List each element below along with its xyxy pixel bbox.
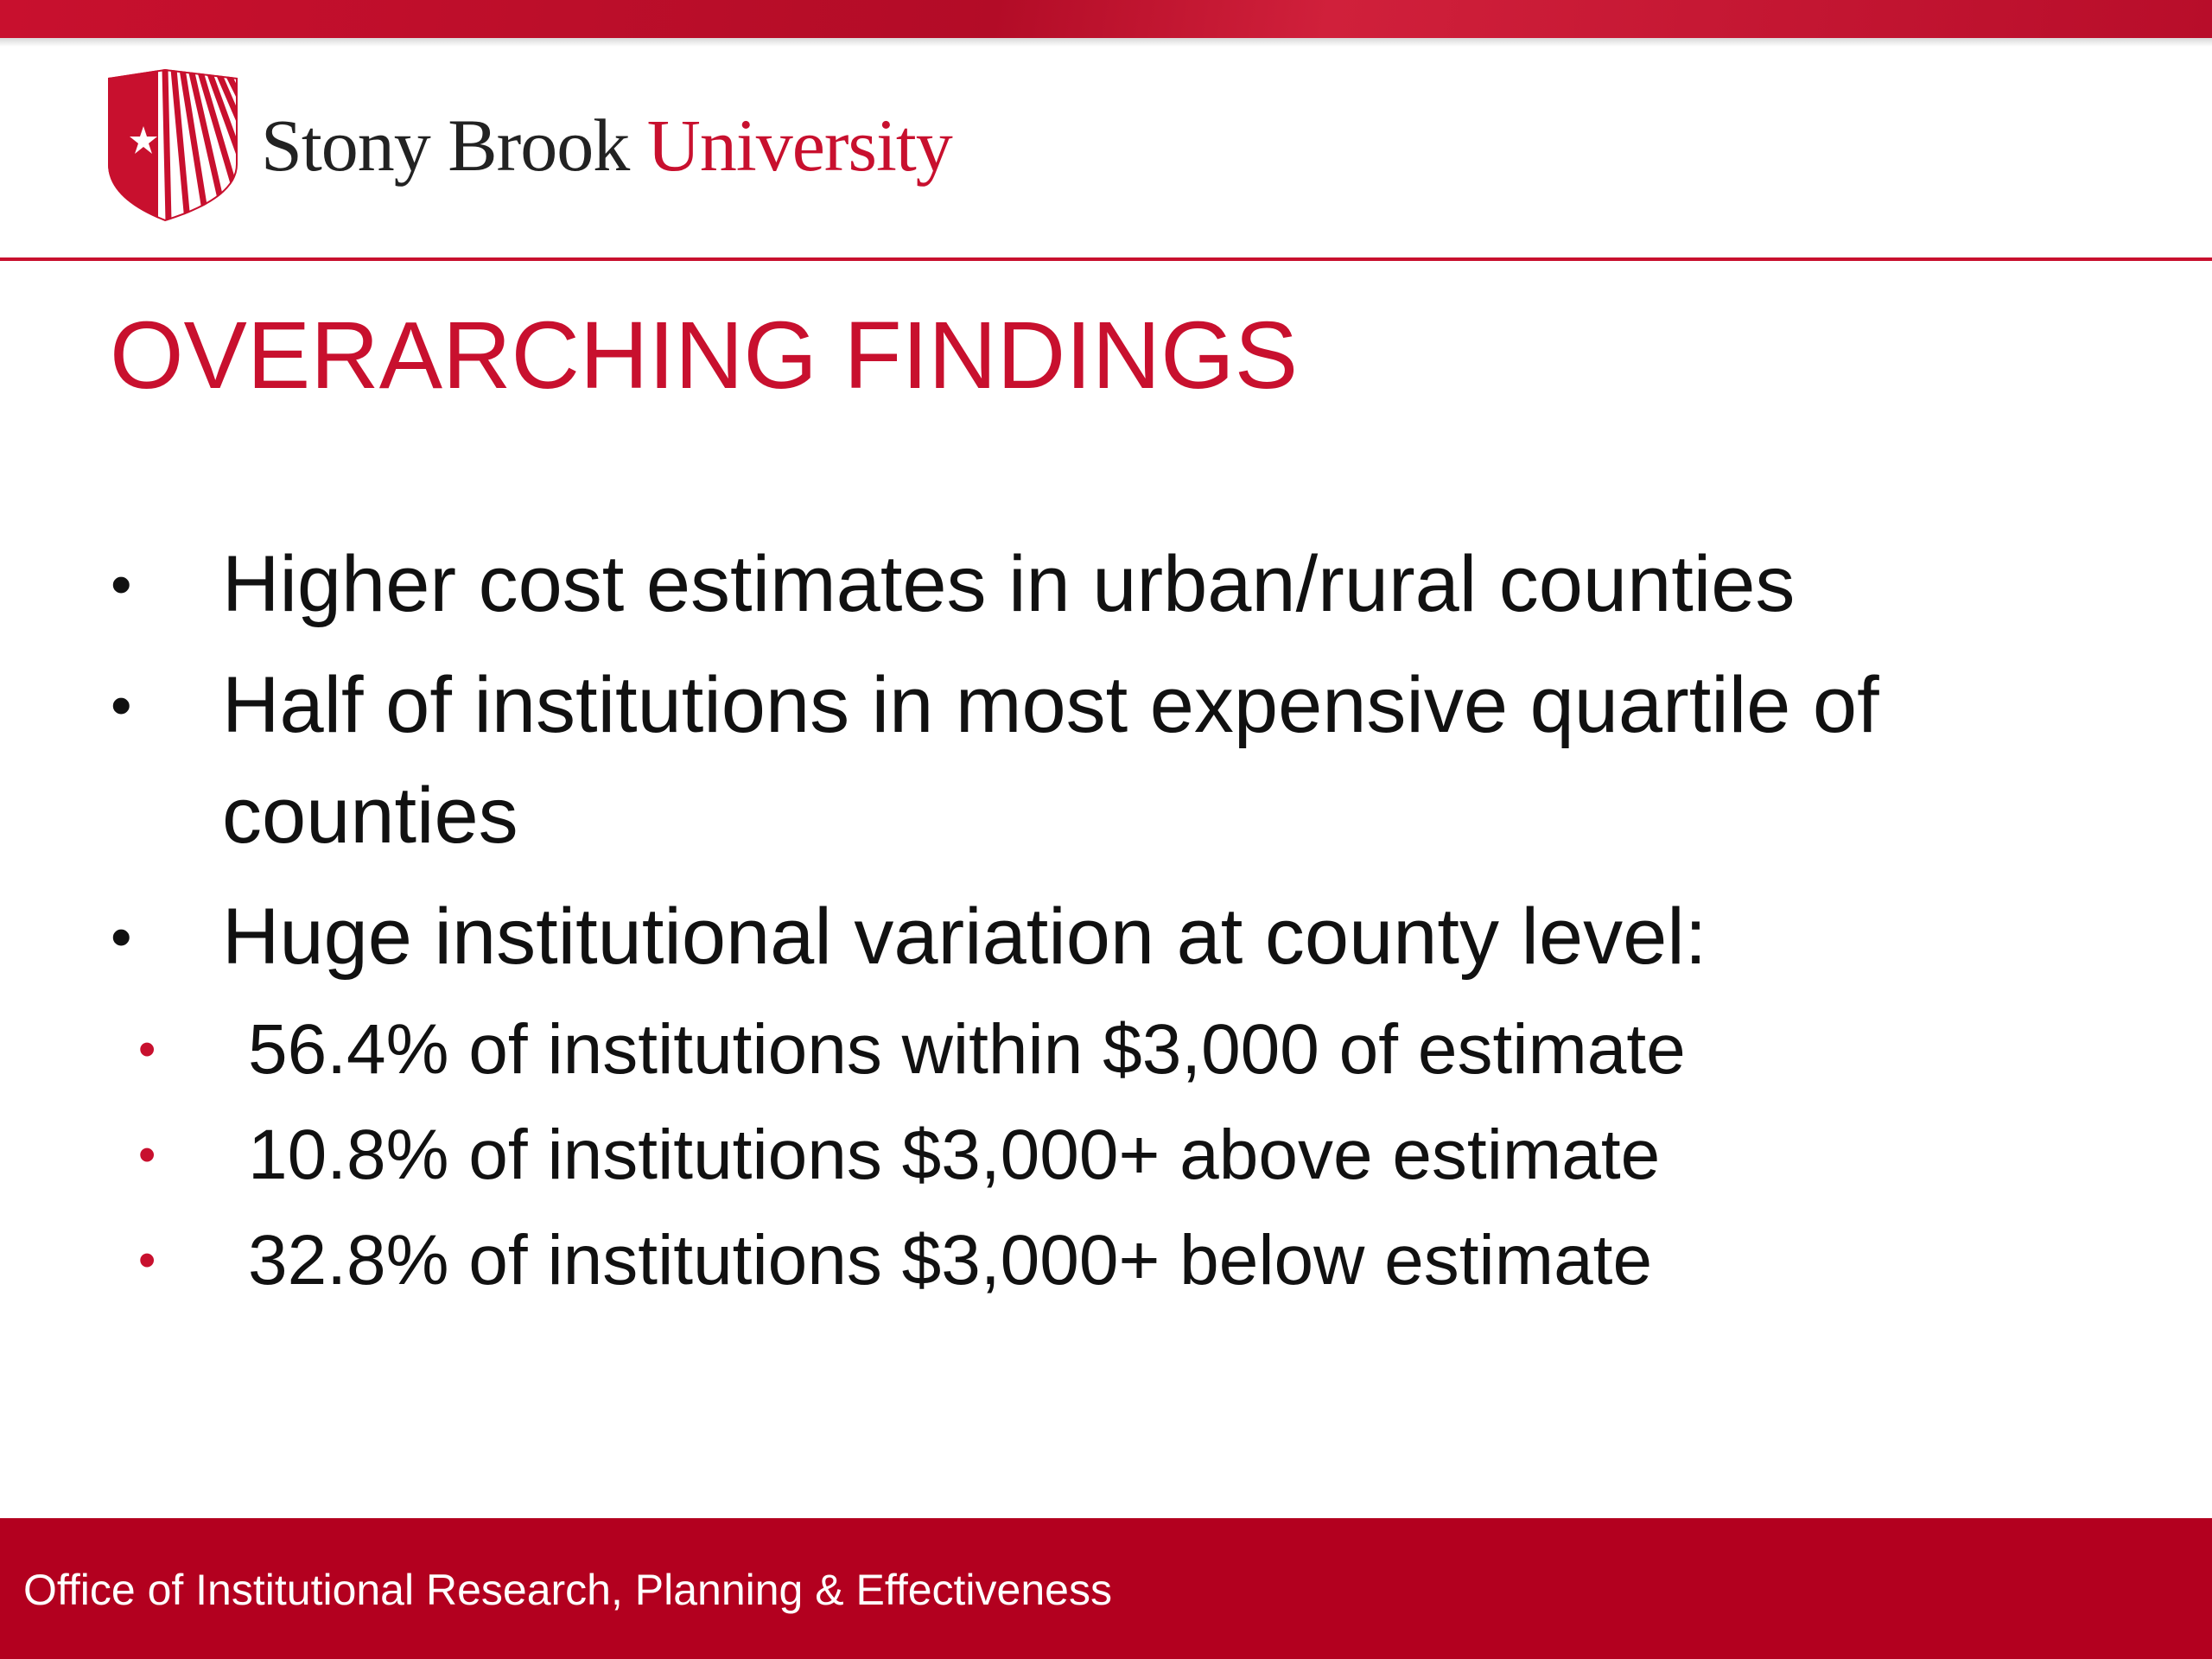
top-banner-shadow — [0, 38, 2212, 47]
bullet-list — [0, 529, 2212, 1319]
top-banner — [0, 0, 2212, 38]
bullet-text: Huge institutional variation at county level: — [222, 893, 1707, 981]
footer-bar — [0, 1518, 2212, 1659]
bullet-item — [0, 529, 2080, 639]
sub-bullet-dot-icon: • — [138, 1021, 156, 1077]
sub-bullet-dot-icon: • — [138, 1232, 156, 1288]
bullet-dot-icon: • — [111, 903, 132, 970]
sub-bullet-text: 56.4% of institutions within $3,000 of estimate — [248, 1010, 1686, 1089]
shield-star-logo-icon — [108, 69, 238, 221]
sub-bullet-text: 32.8% of institutions $3,000+ below estimate — [248, 1221, 1653, 1300]
bullet-text: Higher cost estimates in urban/rural counties — [222, 540, 1796, 628]
wordmark-university: University — [646, 104, 952, 187]
sub-bullet-item — [0, 1213, 2063, 1308]
sub-bullet-item — [0, 1108, 2063, 1203]
footer-office-name: Office of Institutional Research, Planning & Effectiveness — [23, 1566, 1112, 1614]
bullet-item — [0, 650, 2080, 871]
university-wordmark — [261, 102, 952, 188]
header-divider — [0, 257, 2212, 261]
slide-title: OVERARCHING FINDINGS — [110, 302, 1299, 409]
sub-bullet-text: 10.8% of institutions $3,000+ above estimate — [248, 1116, 1661, 1194]
bullet-text: Half of institutions in most expensive quartile of counties — [222, 661, 1879, 860]
bullet-dot-icon: • — [111, 550, 132, 618]
bullet-item — [0, 881, 2080, 992]
wordmark-stony-brook: Stony Brook — [261, 104, 630, 187]
sub-bullet-item — [0, 1002, 2063, 1097]
sub-bullet-dot-icon: • — [138, 1127, 156, 1183]
bullet-dot-icon: • — [111, 671, 132, 739]
